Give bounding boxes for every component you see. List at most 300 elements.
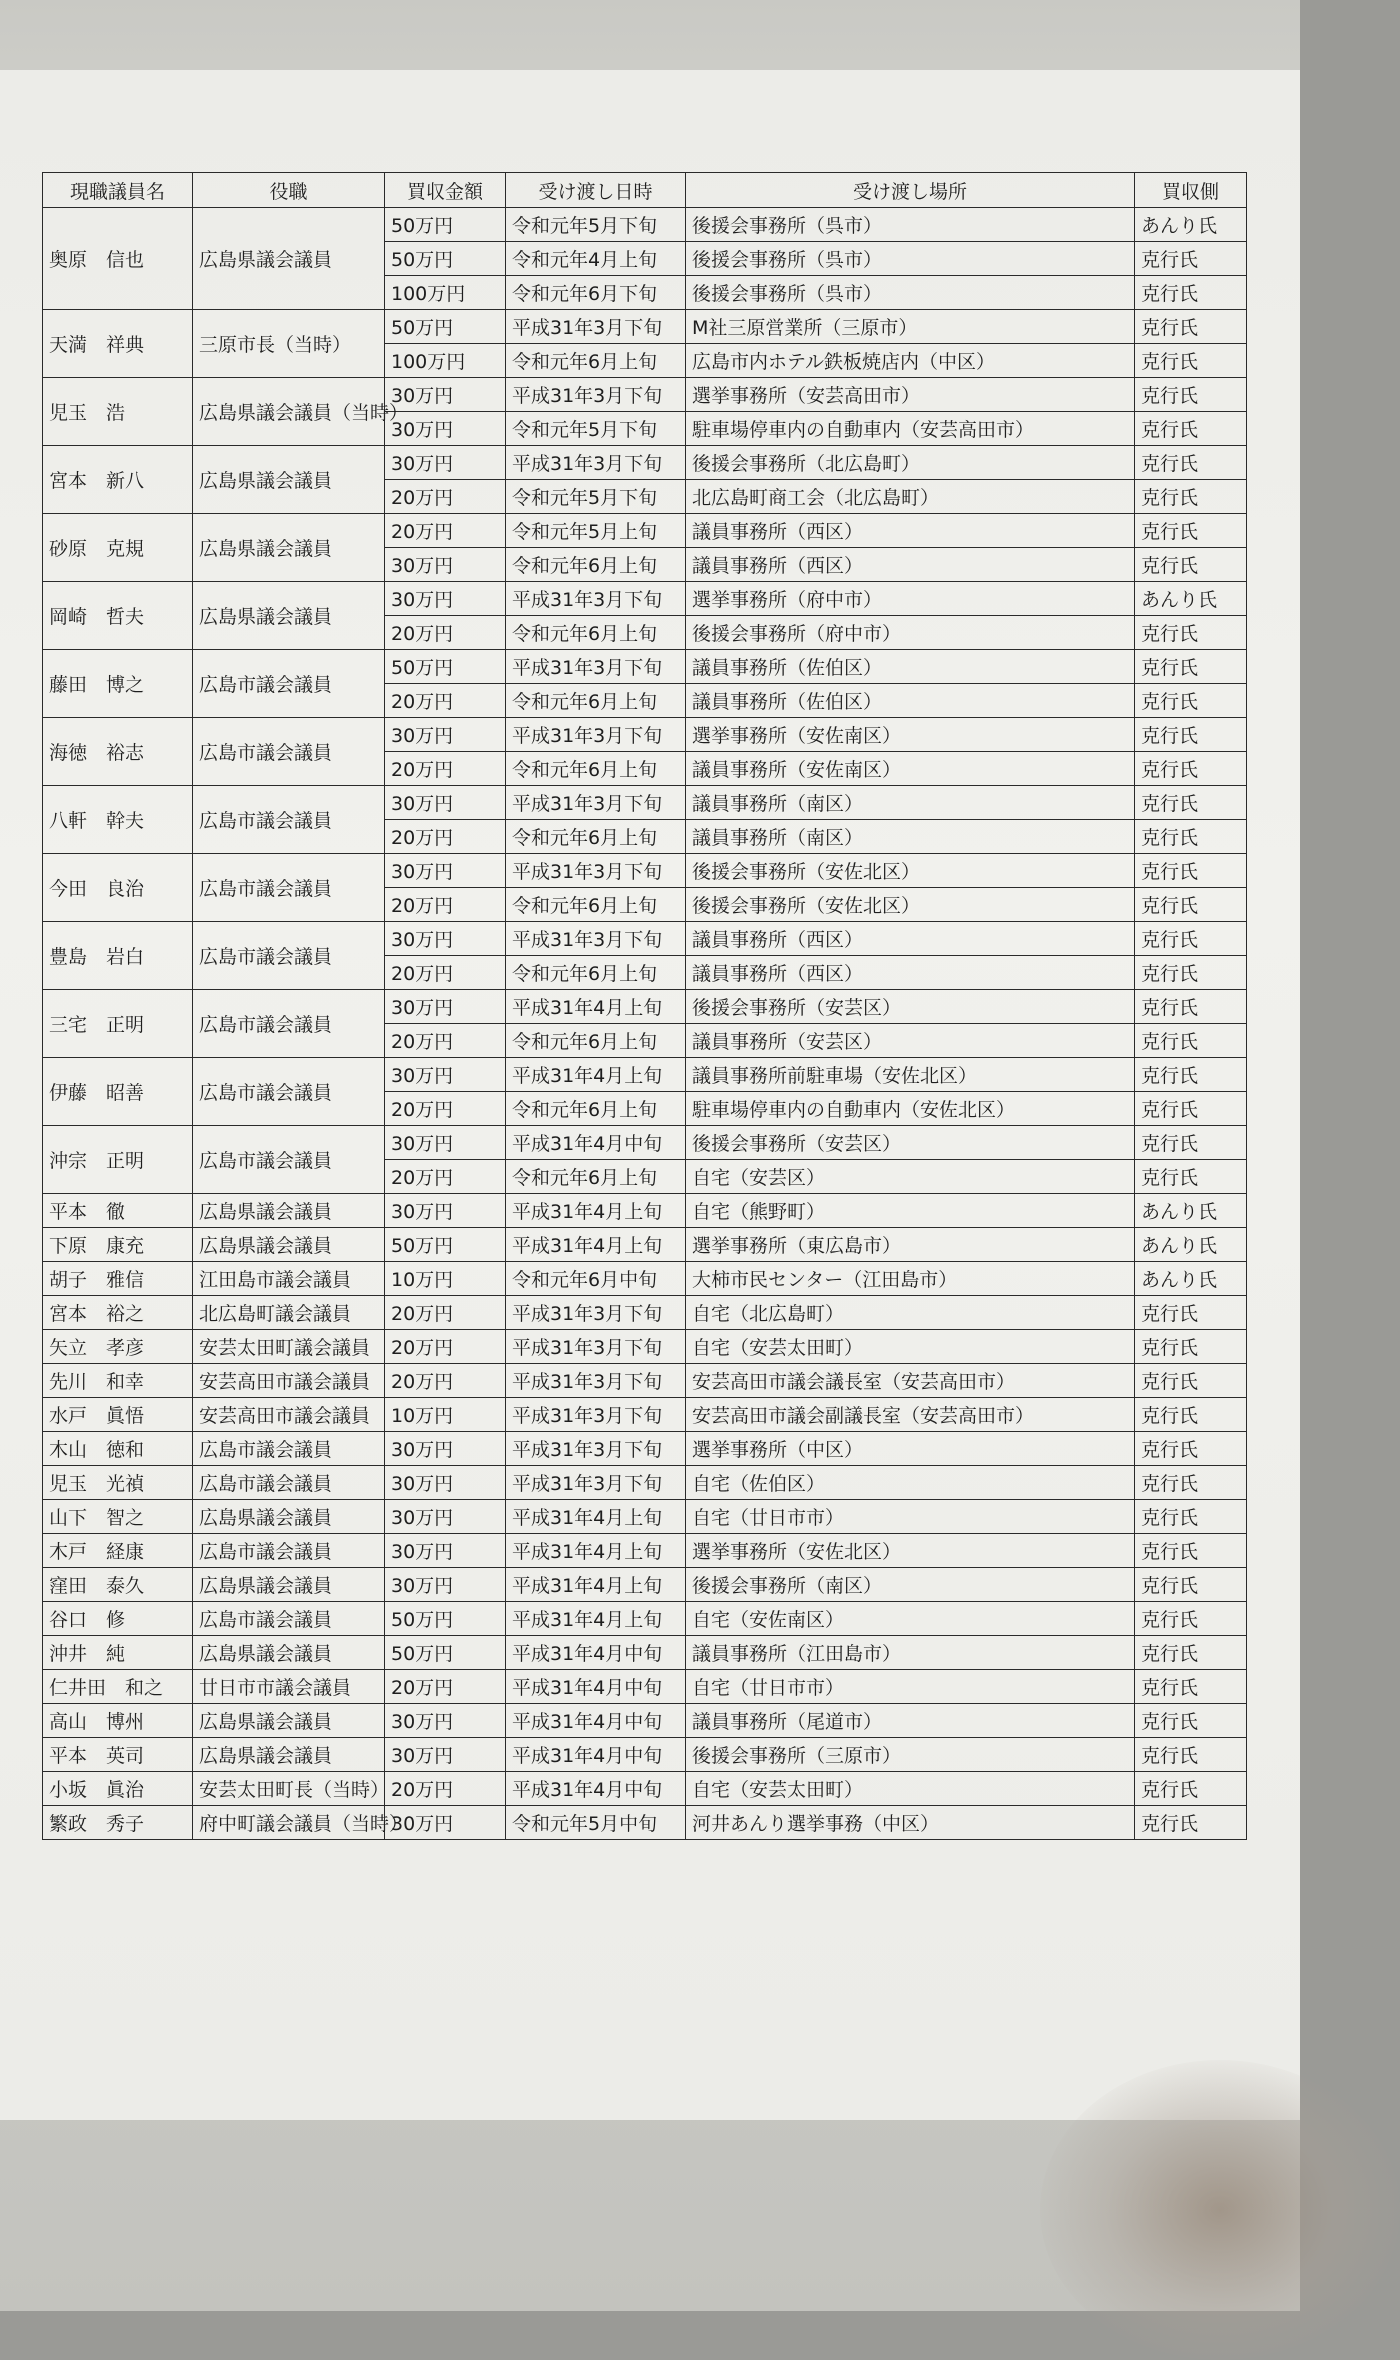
payment-amount: 30万円 — [385, 412, 506, 446]
payment-amount: 30万円 — [385, 1058, 506, 1092]
payment-amount: 20万円 — [385, 1364, 506, 1398]
payment-date: 平成31年3月下旬 — [506, 446, 686, 480]
payment-date: 令和元年6月上旬 — [506, 956, 686, 990]
member-name: 砂原 克規 — [43, 514, 193, 582]
payment-amount: 100万円 — [385, 344, 506, 378]
payment-place: 後援会事務所（呉市） — [686, 208, 1135, 242]
payment-place: 自宅（熊野町） — [686, 1194, 1135, 1228]
table-row — [43, 1126, 1247, 1160]
payment-place: 自宅（廿日市市） — [686, 1500, 1135, 1534]
member-role: 広島市議会議員 — [193, 718, 385, 786]
table-row — [43, 1500, 1247, 1534]
payment-amount: 50万円 — [385, 650, 506, 684]
payment-place: 自宅（廿日市市） — [686, 1670, 1135, 1704]
payment-place: 大柿市民センター（江田島市） — [686, 1262, 1135, 1296]
payment-side: 克行氏 — [1135, 1058, 1247, 1092]
payment-place: 後援会事務所（呉市） — [686, 276, 1135, 310]
payment-amount: 20万円 — [385, 1296, 506, 1330]
payment-amount: 20万円 — [385, 888, 506, 922]
payment-amount: 20万円 — [385, 1330, 506, 1364]
payment-place: 議員事務所（南区） — [686, 820, 1135, 854]
member-role: 広島県議会議員 — [193, 1738, 385, 1772]
payment-place: 自宅（安芸太田町） — [686, 1330, 1135, 1364]
payment-place: 安芸高田市議会副議長室（安芸高田市） — [686, 1398, 1135, 1432]
payment-place: 議員事務所（西区） — [686, 514, 1135, 548]
payment-place: 後援会事務所（呉市） — [686, 242, 1135, 276]
table-row — [43, 1704, 1247, 1738]
member-name: 八軒 幹夫 — [43, 786, 193, 854]
table-row — [43, 1568, 1247, 1602]
payment-place: 議員事務所（江田島市） — [686, 1636, 1135, 1670]
payment-place: 議員事務所（安芸区） — [686, 1024, 1135, 1058]
payment-date: 平成31年3月下旬 — [506, 786, 686, 820]
payment-place: 議員事務所（南区） — [686, 786, 1135, 820]
payment-side: 克行氏 — [1135, 820, 1247, 854]
payment-amount: 20万円 — [385, 1772, 506, 1806]
payment-date: 令和元年6月下旬 — [506, 276, 686, 310]
payment-side: あんり氏 — [1135, 208, 1247, 242]
payment-side: 克行氏 — [1135, 310, 1247, 344]
member-name: 水戸 眞悟 — [43, 1398, 193, 1432]
table-row — [43, 446, 1247, 480]
table-row — [43, 514, 1247, 548]
payment-side: 克行氏 — [1135, 1704, 1247, 1738]
member-name: 豊島 岩白 — [43, 922, 193, 990]
payment-side: あんり氏 — [1135, 582, 1247, 616]
payment-place: 自宅（北広島町） — [686, 1296, 1135, 1330]
payment-date: 令和元年6月上旬 — [506, 1092, 686, 1126]
payment-amount: 30万円 — [385, 718, 506, 752]
payment-date: 令和元年6月上旬 — [506, 684, 686, 718]
payment-side: 克行氏 — [1135, 1602, 1247, 1636]
member-name: 岡崎 哲夫 — [43, 582, 193, 650]
payment-place: 後援会事務所（南区） — [686, 1568, 1135, 1602]
payment-amount: 20万円 — [385, 1092, 506, 1126]
payment-place: 後援会事務所（北広島町） — [686, 446, 1135, 480]
member-role: 北広島町議会議員 — [193, 1296, 385, 1330]
header-date: 受け渡し日時 — [506, 173, 686, 208]
payment-place: 後援会事務所（安佐北区） — [686, 854, 1135, 888]
payment-date: 平成31年4月中旬 — [506, 1738, 686, 1772]
payment-place: 選挙事務所（中区） — [686, 1432, 1135, 1466]
header-place: 受け渡し場所 — [686, 173, 1135, 208]
payment-amount: 20万円 — [385, 752, 506, 786]
member-name: 沖宗 正明 — [43, 1126, 193, 1194]
payment-side: 克行氏 — [1135, 1160, 1247, 1194]
payment-amount: 50万円 — [385, 1602, 506, 1636]
payment-place: 議員事務所（西区） — [686, 548, 1135, 582]
table-row — [43, 1432, 1247, 1466]
member-role: 広島県議会議員 — [193, 1636, 385, 1670]
table-row — [43, 1670, 1247, 1704]
member-role: 廿日市市議会議員 — [193, 1670, 385, 1704]
payment-side: 克行氏 — [1135, 1092, 1247, 1126]
payment-place: 北広島町商工会（北広島町） — [686, 480, 1135, 514]
payment-amount: 30万円 — [385, 922, 506, 956]
member-name: 宮本 裕之 — [43, 1296, 193, 1330]
table-row — [43, 1772, 1247, 1806]
payment-date: 平成31年4月中旬 — [506, 1704, 686, 1738]
table-row — [43, 1194, 1247, 1228]
payment-date: 令和元年6月中旬 — [506, 1262, 686, 1296]
payment-side: 克行氏 — [1135, 344, 1247, 378]
table-row — [43, 1534, 1247, 1568]
payment-side: 克行氏 — [1135, 1500, 1247, 1534]
member-role: 広島市議会議員 — [193, 650, 385, 718]
payment-amount: 20万円 — [385, 514, 506, 548]
payment-amount: 10万円 — [385, 1262, 506, 1296]
payment-side: 克行氏 — [1135, 786, 1247, 820]
payment-place: 駐車場停車内の自動車内（安芸高田市） — [686, 412, 1135, 446]
payment-place: 選挙事務所（安佐南区） — [686, 718, 1135, 752]
member-name: 三宅 正明 — [43, 990, 193, 1058]
payment-date: 平成31年4月上旬 — [506, 1058, 686, 1092]
table-row — [43, 1806, 1247, 1840]
member-name: 下原 康充 — [43, 1228, 193, 1262]
payment-date: 令和元年6月上旬 — [506, 1024, 686, 1058]
payment-side: 克行氏 — [1135, 718, 1247, 752]
payment-date: 平成31年3月下旬 — [506, 854, 686, 888]
payment-date: 平成31年4月上旬 — [506, 1602, 686, 1636]
payment-side: 克行氏 — [1135, 1568, 1247, 1602]
payment-place: 後援会事務所（安芸区） — [686, 1126, 1135, 1160]
payment-date: 令和元年6月上旬 — [506, 820, 686, 854]
payment-side: 克行氏 — [1135, 1364, 1247, 1398]
member-role: 安芸太田町議会議員 — [193, 1330, 385, 1364]
table-row — [43, 1398, 1247, 1432]
payment-amount: 30万円 — [385, 1466, 506, 1500]
header-amount: 買収金額 — [385, 173, 506, 208]
payment-amount: 20万円 — [385, 1670, 506, 1704]
payment-date: 平成31年4月上旬 — [506, 1228, 686, 1262]
payment-side: 克行氏 — [1135, 1296, 1247, 1330]
member-name: 谷口 修 — [43, 1602, 193, 1636]
payment-place: 選挙事務所（府中市） — [686, 582, 1135, 616]
table-row — [43, 990, 1247, 1024]
payment-place: 選挙事務所（安佐北区） — [686, 1534, 1135, 1568]
member-role: 広島市議会議員 — [193, 922, 385, 990]
payment-amount: 30万円 — [385, 1738, 506, 1772]
member-name: 平本 徹 — [43, 1194, 193, 1228]
payment-date: 平成31年3月下旬 — [506, 1296, 686, 1330]
member-name: 奥原 信也 — [43, 208, 193, 310]
payment-side: あんり氏 — [1135, 1262, 1247, 1296]
payment-amount: 20万円 — [385, 616, 506, 650]
member-name: 木山 徳和 — [43, 1432, 193, 1466]
table-row — [43, 1296, 1247, 1330]
payment-date: 平成31年4月中旬 — [506, 1636, 686, 1670]
payment-place: 議員事務所（佐伯区） — [686, 650, 1135, 684]
member-role: 安芸高田市議会議員 — [193, 1364, 385, 1398]
member-role: 広島市議会議員 — [193, 990, 385, 1058]
member-role: 広島市議会議員 — [193, 786, 385, 854]
payment-side: 克行氏 — [1135, 548, 1247, 582]
payment-amount: 30万円 — [385, 378, 506, 412]
payment-side: あんり氏 — [1135, 1228, 1247, 1262]
table-row — [43, 582, 1247, 616]
payment-side: 克行氏 — [1135, 888, 1247, 922]
table-row — [43, 650, 1247, 684]
member-role: 広島県議会議員 — [193, 514, 385, 582]
payment-side: 克行氏 — [1135, 922, 1247, 956]
member-name: 藤田 博之 — [43, 650, 193, 718]
payment-place: 後援会事務所（三原市） — [686, 1738, 1135, 1772]
payment-date: 平成31年4月中旬 — [506, 1772, 686, 1806]
payment-amount: 30万円 — [385, 1806, 506, 1840]
payment-amount: 20万円 — [385, 684, 506, 718]
member-role: 広島市議会議員 — [193, 1432, 385, 1466]
payment-amount: 30万円 — [385, 1500, 506, 1534]
payment-side: 克行氏 — [1135, 1024, 1247, 1058]
payment-date: 平成31年4月上旬 — [506, 990, 686, 1024]
payment-side: 克行氏 — [1135, 276, 1247, 310]
payment-date: 平成31年3月下旬 — [506, 718, 686, 752]
payment-date: 平成31年3月下旬 — [506, 378, 686, 412]
member-role: 広島県議会議員 — [193, 208, 385, 310]
payment-side: 克行氏 — [1135, 684, 1247, 718]
member-name: 天満 祥典 — [43, 310, 193, 378]
payment-side: 克行氏 — [1135, 1466, 1247, 1500]
table-row — [43, 1636, 1247, 1670]
payment-amount: 30万円 — [385, 446, 506, 480]
payment-side: 克行氏 — [1135, 1738, 1247, 1772]
payment-place: 選挙事務所（安芸高田市） — [686, 378, 1135, 412]
payment-date: 平成31年4月上旬 — [506, 1568, 686, 1602]
member-name: 海徳 裕志 — [43, 718, 193, 786]
payment-side: 克行氏 — [1135, 616, 1247, 650]
payment-place: 議員事務所前駐車場（安佐北区） — [686, 1058, 1135, 1092]
header-role: 役職 — [193, 173, 385, 208]
payment-date: 令和元年5月下旬 — [506, 412, 686, 446]
member-role: 広島県議会議員 — [193, 1194, 385, 1228]
payment-place: 議員事務所（佐伯区） — [686, 684, 1135, 718]
finger-shadow — [1040, 2060, 1400, 2360]
member-name: 繁政 秀子 — [43, 1806, 193, 1840]
table-row — [43, 718, 1247, 752]
payment-date: 令和元年6月上旬 — [506, 548, 686, 582]
header-side: 買収側 — [1135, 173, 1247, 208]
table-body — [43, 208, 1247, 1840]
payment-side: 克行氏 — [1135, 242, 1247, 276]
payment-place: 自宅（安芸区） — [686, 1160, 1135, 1194]
header-name: 現職議員名 — [43, 173, 193, 208]
member-role: 江田島市議会議員 — [193, 1262, 385, 1296]
payment-side: 克行氏 — [1135, 1670, 1247, 1704]
payment-date: 令和元年5月下旬 — [506, 208, 686, 242]
member-name: 山下 智之 — [43, 1500, 193, 1534]
payment-amount: 20万円 — [385, 820, 506, 854]
member-name: 今田 良治 — [43, 854, 193, 922]
payment-place: 議員事務所（安佐南区） — [686, 752, 1135, 786]
payment-date: 令和元年6月上旬 — [506, 344, 686, 378]
member-name: 仁井田 和之 — [43, 1670, 193, 1704]
payment-amount: 30万円 — [385, 1432, 506, 1466]
payment-amount: 10万円 — [385, 1398, 506, 1432]
bribery-table — [42, 172, 1247, 1840]
payment-side: 克行氏 — [1135, 446, 1247, 480]
payment-date: 令和元年6月上旬 — [506, 1160, 686, 1194]
payment-side: 克行氏 — [1135, 1126, 1247, 1160]
payment-date: 令和元年5月上旬 — [506, 514, 686, 548]
payment-place: M社三原営業所（三原市） — [686, 310, 1135, 344]
payment-place: 議員事務所（西区） — [686, 956, 1135, 990]
member-role: 広島県議会議員 — [193, 1228, 385, 1262]
table-row — [43, 1228, 1247, 1262]
member-role: 広島県議会議員（当時） — [193, 378, 385, 446]
payment-date: 令和元年6月上旬 — [506, 888, 686, 922]
payment-date: 平成31年4月上旬 — [506, 1534, 686, 1568]
payment-amount: 30万円 — [385, 1568, 506, 1602]
member-role: 広島市議会議員 — [193, 1534, 385, 1568]
payment-side: 克行氏 — [1135, 854, 1247, 888]
payment-place: 自宅（安佐南区） — [686, 1602, 1135, 1636]
table-row — [43, 378, 1247, 412]
payment-place: 河井あんり選挙事務（中区） — [686, 1806, 1135, 1840]
payment-place: 後援会事務所（府中市） — [686, 616, 1135, 650]
payment-side: 克行氏 — [1135, 1330, 1247, 1364]
header-row — [43, 173, 1247, 208]
member-name: 児玉 光禎 — [43, 1466, 193, 1500]
payment-side: 克行氏 — [1135, 1772, 1247, 1806]
member-role: 広島県議会議員 — [193, 582, 385, 650]
member-name: 先川 和幸 — [43, 1364, 193, 1398]
payment-date: 平成31年4月上旬 — [506, 1194, 686, 1228]
payment-date: 平成31年4月中旬 — [506, 1670, 686, 1704]
member-name: 児玉 浩 — [43, 378, 193, 446]
member-name: 沖井 純 — [43, 1636, 193, 1670]
member-name: 宮本 新八 — [43, 446, 193, 514]
member-role: 広島市議会議員 — [193, 854, 385, 922]
payment-date: 平成31年3月下旬 — [506, 1364, 686, 1398]
table-row — [43, 854, 1247, 888]
payment-side: 克行氏 — [1135, 1398, 1247, 1432]
member-role: 広島市議会議員 — [193, 1602, 385, 1636]
payment-date: 令和元年4月上旬 — [506, 242, 686, 276]
table-row — [43, 1330, 1247, 1364]
payment-amount: 100万円 — [385, 276, 506, 310]
table-row — [43, 922, 1247, 956]
member-name: 矢立 孝彦 — [43, 1330, 193, 1364]
payment-place: 議員事務所（西区） — [686, 922, 1135, 956]
payment-amount: 50万円 — [385, 310, 506, 344]
payment-amount: 20万円 — [385, 480, 506, 514]
member-role: 広島市議会議員 — [193, 1126, 385, 1194]
payment-side: 克行氏 — [1135, 956, 1247, 990]
payment-side: 克行氏 — [1135, 752, 1247, 786]
payment-date: 平成31年3月下旬 — [506, 1466, 686, 1500]
payment-date: 平成31年3月下旬 — [506, 1398, 686, 1432]
member-role: 安芸太田町長（当時） — [193, 1772, 385, 1806]
member-role: 広島県議会議員 — [193, 1704, 385, 1738]
payment-place: 後援会事務所（安芸区） — [686, 990, 1135, 1024]
member-name: 木戸 経康 — [43, 1534, 193, 1568]
payment-amount: 20万円 — [385, 956, 506, 990]
table-row — [43, 786, 1247, 820]
payment-date: 平成31年3月下旬 — [506, 1432, 686, 1466]
payment-date: 令和元年5月下旬 — [506, 480, 686, 514]
member-role: 広島市議会議員 — [193, 1058, 385, 1126]
member-role: 広島県議会議員 — [193, 446, 385, 514]
payment-side: 克行氏 — [1135, 480, 1247, 514]
member-name: 平本 英司 — [43, 1738, 193, 1772]
member-role: 府中町議会議員（当時） — [193, 1806, 385, 1840]
table-row — [43, 1602, 1247, 1636]
member-role: 三原市長（当時） — [193, 310, 385, 378]
payment-amount: 30万円 — [385, 1704, 506, 1738]
member-name: 小坂 眞治 — [43, 1772, 193, 1806]
payment-side: 克行氏 — [1135, 514, 1247, 548]
payment-amount: 30万円 — [385, 990, 506, 1024]
payment-date: 平成31年4月中旬 — [506, 1126, 686, 1160]
table-row — [43, 1058, 1247, 1092]
member-role: 広島県議会議員 — [193, 1568, 385, 1602]
payment-amount: 50万円 — [385, 208, 506, 242]
payment-date: 令和元年5月中旬 — [506, 1806, 686, 1840]
payment-date: 平成31年3月下旬 — [506, 310, 686, 344]
member-name: 胡子 雅信 — [43, 1262, 193, 1296]
payment-amount: 50万円 — [385, 242, 506, 276]
table-row — [43, 1466, 1247, 1500]
table-row — [43, 1738, 1247, 1772]
payment-date: 平成31年3月下旬 — [506, 1330, 686, 1364]
payment-place: 議員事務所（尾道市） — [686, 1704, 1135, 1738]
payment-side: 克行氏 — [1135, 378, 1247, 412]
payment-amount: 30万円 — [385, 1126, 506, 1160]
payment-place: 駐車場停車内の自動車内（安佐北区） — [686, 1092, 1135, 1126]
payment-side: 克行氏 — [1135, 1432, 1247, 1466]
table-row — [43, 310, 1247, 344]
payment-amount: 30万円 — [385, 1534, 506, 1568]
member-name: 窪田 泰久 — [43, 1568, 193, 1602]
payment-place: 自宅（佐伯区） — [686, 1466, 1135, 1500]
member-name: 高山 博州 — [43, 1704, 193, 1738]
member-role: 広島県議会議員 — [193, 1500, 385, 1534]
payment-amount: 20万円 — [385, 1160, 506, 1194]
payment-date: 令和元年6月上旬 — [506, 616, 686, 650]
payment-amount: 20万円 — [385, 1024, 506, 1058]
payment-side: 克行氏 — [1135, 1636, 1247, 1670]
payment-date: 平成31年3月下旬 — [506, 582, 686, 616]
payment-date: 令和元年6月上旬 — [506, 752, 686, 786]
table-row — [43, 1364, 1247, 1398]
payment-side: 克行氏 — [1135, 1806, 1247, 1840]
table-row — [43, 208, 1247, 242]
table-row — [43, 1262, 1247, 1296]
payment-amount: 50万円 — [385, 1636, 506, 1670]
member-role: 安芸高田市議会議員 — [193, 1398, 385, 1432]
payment-amount: 30万円 — [385, 854, 506, 888]
payment-place: 安芸高田市議会議長室（安芸高田市） — [686, 1364, 1135, 1398]
payment-place: 自宅（安芸太田町） — [686, 1772, 1135, 1806]
payment-place: 後援会事務所（安佐北区） — [686, 888, 1135, 922]
payment-amount: 30万円 — [385, 582, 506, 616]
payment-date: 平成31年3月下旬 — [506, 922, 686, 956]
payment-side: 克行氏 — [1135, 412, 1247, 446]
member-name: 伊藤 昭善 — [43, 1058, 193, 1126]
payment-amount: 30万円 — [385, 548, 506, 582]
payment-side: あんり氏 — [1135, 1194, 1247, 1228]
payment-place: 広島市内ホテル鉄板焼店内（中区） — [686, 344, 1135, 378]
payment-date: 平成31年3月下旬 — [506, 650, 686, 684]
payment-side: 克行氏 — [1135, 650, 1247, 684]
payment-side: 克行氏 — [1135, 1534, 1247, 1568]
payment-amount: 30万円 — [385, 786, 506, 820]
payment-amount: 50万円 — [385, 1228, 506, 1262]
payment-side: 克行氏 — [1135, 990, 1247, 1024]
payment-place: 選挙事務所（東広島市） — [686, 1228, 1135, 1262]
payment-date: 平成31年4月上旬 — [506, 1500, 686, 1534]
member-role: 広島市議会議員 — [193, 1466, 385, 1500]
